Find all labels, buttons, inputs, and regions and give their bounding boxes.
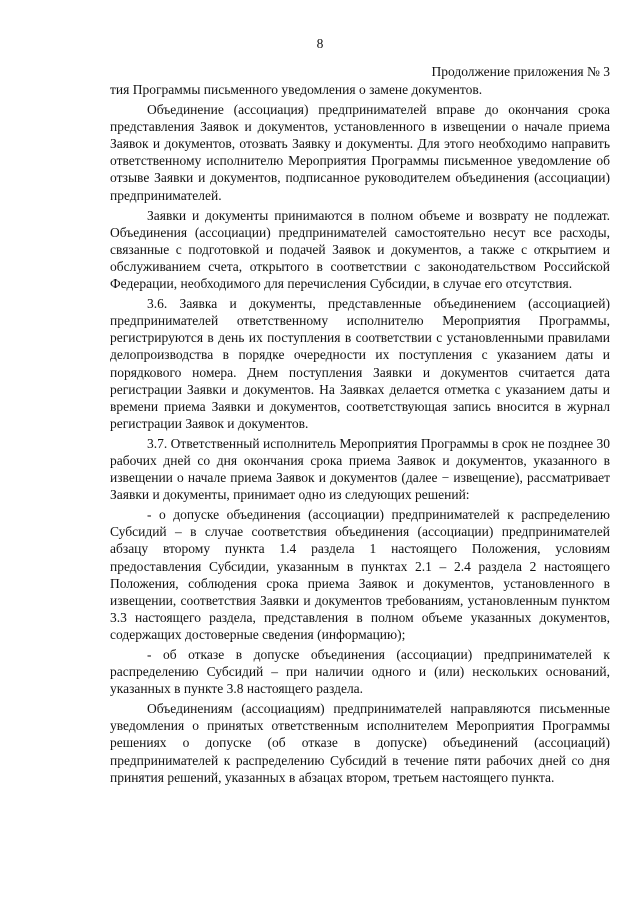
paragraph-refusal-decision: - об отказе в допуске объединения (ассоциации) предпринимателей к распределению Субсидий – при наличии одного и (или) нескольких оснований, указанных в пункте 3.8 настоящего раздела. — [110, 647, 610, 697]
document-body — [110, 81, 610, 789]
paragraph-3-7-review: 3.7. Ответственный исполнитель Мероприятия Программы в срок не позднее 30 рабочих дней со дня окончания срока приема Заявок и документов, указанного в извещении о начале приема Заявок и документов (далее − извещение), рассматривает Заявки и документы, принимает одно из следующих решений: — [110, 435, 610, 503]
appendix-continuation-note: Продолжение приложения № 3 — [431, 64, 610, 79]
paragraph-acceptance: Заявки и документы принимаются в полном объеме и возврату не подлежат. Объединения (ассоциации) предпринимателей самостоятельно несут все расходы, связанные с подготовкой и подачей Заявок и документов, а также с открытием и обслуживанием счета, открытого в соответствии с законодательством Российской Федерации, необходимого для перечисления Субсидии, в случае его отсутствия. — [110, 207, 610, 292]
page-number: 8 — [316, 36, 324, 51]
paragraph-continuation: тия Программы письменного уведомления о замене документов. — [110, 82, 483, 97]
paragraph-admission-decision: - о допуске объединения (ассоциации) предпринимателей к распределению Субсидий – в случае соответствия объединения (ассоциации) предпринимателей абзацу второму пункта 1.4 раздела 1 настоящего Положения, условиям предоставления Субсидии, указанным в пунктах 2.1 – 2.4 раздела 2 настоящего Положения, соблюдения срока приема Заявок и документов, установленного в извещении, соответствия Заявки и документов требованиям, установленным пунктом 3.3 настоящего раздела, представления в полном объеме указанных документов, содержащих достоверные сведения (информацию); — [110, 507, 610, 642]
paragraph-3-6-registration: 3.6. Заявка и документы, представленные объединением (ассоциацией) предпринимателей ответственному исполнителю Мероприятия Программы, регистрируются в день их поступления в соответствии с установленными правилами делопроизводства в порядке очередности их поступления с указанием даты и порядкового номера. Днем поступления Заявки и документов считается дата регистрации Заявки и документов. На Заявках делается отметка с указанием даты и времени приема Заявки и документов, соответствующая запись вносится в журнал регистрации Заявок и документов. — [110, 296, 610, 431]
paragraph-withdrawal: Объединение (ассоциация) предпринимателей вправе до окончания срока представления Заявок и документов, установленного в извещении о начале приема Заявок и документов, отозвать Заявку и документы. Для этого необходимо направить ответственному исполнителю Мероприятия Программы письменное уведомление об отзыве Заявки и документов, подписанное руководителем объединения (ассоциации) предпринимателей. — [110, 102, 610, 203]
paragraph-notification: Объединениям (ассоциациям) предпринимателей направляются письменные уведомления о принятых ответственным исполнителем Мероприятия Программы решениях о допуске (об отказе в допуске) объединений (ассоциаций) предпринимателей к распределению Субсидий в течение пяти рабочих дней со дня принятия решений, указанных в абзацах втором, третьем настоящего пункта. — [110, 701, 610, 785]
